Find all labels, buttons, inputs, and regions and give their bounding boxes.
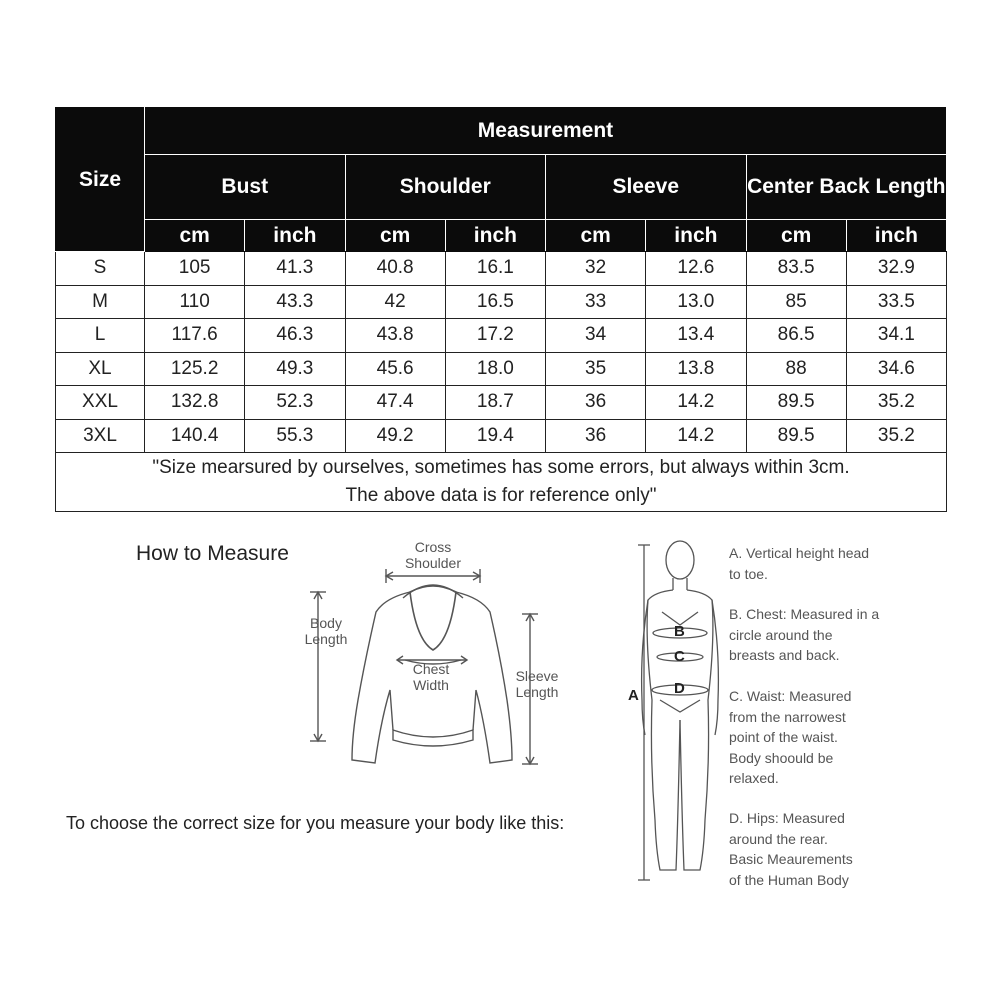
value-cell: 42 xyxy=(345,285,445,319)
value-cell: 13.8 xyxy=(646,352,746,386)
value-cell: 13.0 xyxy=(646,285,746,319)
value-cell: 34.6 xyxy=(846,352,946,386)
value-cell: 46.3 xyxy=(245,319,345,353)
group-header-sleeve: Sleeve xyxy=(546,155,747,220)
chest-width-label: Chest Width xyxy=(412,661,450,693)
value-cell: 36 xyxy=(546,386,646,420)
definition-d: D. Hips: Measured around the rear. Basic Meaurements of the Human Body xyxy=(729,810,853,888)
value-cell: 32.9 xyxy=(846,252,946,286)
group-header-bust: Bust xyxy=(145,155,346,220)
size-cell: L xyxy=(56,319,145,353)
size-cell: 3XL xyxy=(56,419,145,453)
value-cell: 34.1 xyxy=(846,319,946,353)
value-cell: 45.6 xyxy=(345,352,445,386)
sleeve-length-label: Sleeve Length xyxy=(515,668,559,700)
unit-header: cm xyxy=(746,220,846,252)
definition-a: A. Vertical height head to toe. xyxy=(729,545,870,582)
size-cell: M xyxy=(56,285,145,319)
unit-header: inch xyxy=(245,220,345,252)
cross-shoulder-label: Cross Shoulder xyxy=(404,539,462,571)
value-cell: 36 xyxy=(546,419,646,453)
size-cell: XL xyxy=(56,352,145,386)
value-cell: 125.2 xyxy=(145,352,245,386)
size-header: Size xyxy=(56,108,145,252)
body-letter-c: C xyxy=(674,648,685,665)
unit-header: inch xyxy=(445,220,545,252)
value-cell: 19.4 xyxy=(445,419,545,453)
value-cell: 88 xyxy=(746,352,846,386)
body-letter-d: D xyxy=(674,680,685,697)
value-cell: 105 xyxy=(145,252,245,286)
value-cell: 33 xyxy=(546,285,646,319)
unit-header: inch xyxy=(646,220,746,252)
value-cell: 14.2 xyxy=(646,419,746,453)
value-cell: 49.2 xyxy=(345,419,445,453)
value-cell: 43.8 xyxy=(345,319,445,353)
value-cell: 18.7 xyxy=(445,386,545,420)
note-line-1: "Size mearsured by ourselves, sometimes has some errors, but always within 3cm. xyxy=(152,457,850,478)
value-cell: 18.0 xyxy=(445,352,545,386)
group-header-shoulder: Shoulder xyxy=(345,155,546,220)
how-to-measure-title: How to Measure xyxy=(136,542,289,565)
note-line-2: The above data is for reference only" xyxy=(345,485,657,506)
value-cell: 33.5 xyxy=(846,285,946,319)
value-cell: 86.5 xyxy=(746,319,846,353)
choose-size-instruction: To choose the correct size for you measure your body like this: xyxy=(66,813,565,833)
group-header-center-back-length: Center Back Length xyxy=(746,155,947,220)
value-cell: 47.4 xyxy=(345,386,445,420)
value-cell: 83.5 xyxy=(746,252,846,286)
size-cell: XXL xyxy=(56,386,145,420)
value-cell: 49.3 xyxy=(245,352,345,386)
size-cell: S xyxy=(56,252,145,286)
unit-header: cm xyxy=(546,220,646,252)
value-cell: 117.6 xyxy=(145,319,245,353)
unit-header: cm xyxy=(345,220,445,252)
value-cell: 89.5 xyxy=(746,419,846,453)
value-cell: 85 xyxy=(746,285,846,319)
value-cell: 13.4 xyxy=(646,319,746,353)
value-cell: 55.3 xyxy=(245,419,345,453)
value-cell: 16.5 xyxy=(445,285,545,319)
body-letter-a: A xyxy=(628,687,639,704)
unit-header: inch xyxy=(846,220,946,252)
value-cell: 89.5 xyxy=(746,386,846,420)
value-cell: 52.3 xyxy=(245,386,345,420)
value-cell: 35.2 xyxy=(846,419,946,453)
value-cell: 43.3 xyxy=(245,285,345,319)
definition-b: B. Chest: Measured in a circle around the breasts and back. xyxy=(729,606,880,663)
value-cell: 41.3 xyxy=(245,252,345,286)
value-cell: 14.2 xyxy=(646,386,746,420)
body-length-label: Body Length xyxy=(304,615,348,647)
unit-header: cm xyxy=(145,220,245,252)
body-letter-b: B xyxy=(674,623,685,640)
value-cell: 132.8 xyxy=(145,386,245,420)
value-cell: 16.1 xyxy=(445,252,545,286)
value-cell: 140.4 xyxy=(145,419,245,453)
value-cell: 35 xyxy=(546,352,646,386)
value-cell: 110 xyxy=(145,285,245,319)
value-cell: 35.2 xyxy=(846,386,946,420)
definition-c: C. Waist: Measured from the narrowest point of the waist. Body shoould be relaxed. xyxy=(729,688,852,786)
value-cell: 40.8 xyxy=(345,252,445,286)
measurement-header: Measurement xyxy=(145,108,947,155)
value-cell: 34 xyxy=(546,319,646,353)
value-cell: 17.2 xyxy=(445,319,545,353)
value-cell: 32 xyxy=(546,252,646,286)
value-cell: 12.6 xyxy=(646,252,746,286)
